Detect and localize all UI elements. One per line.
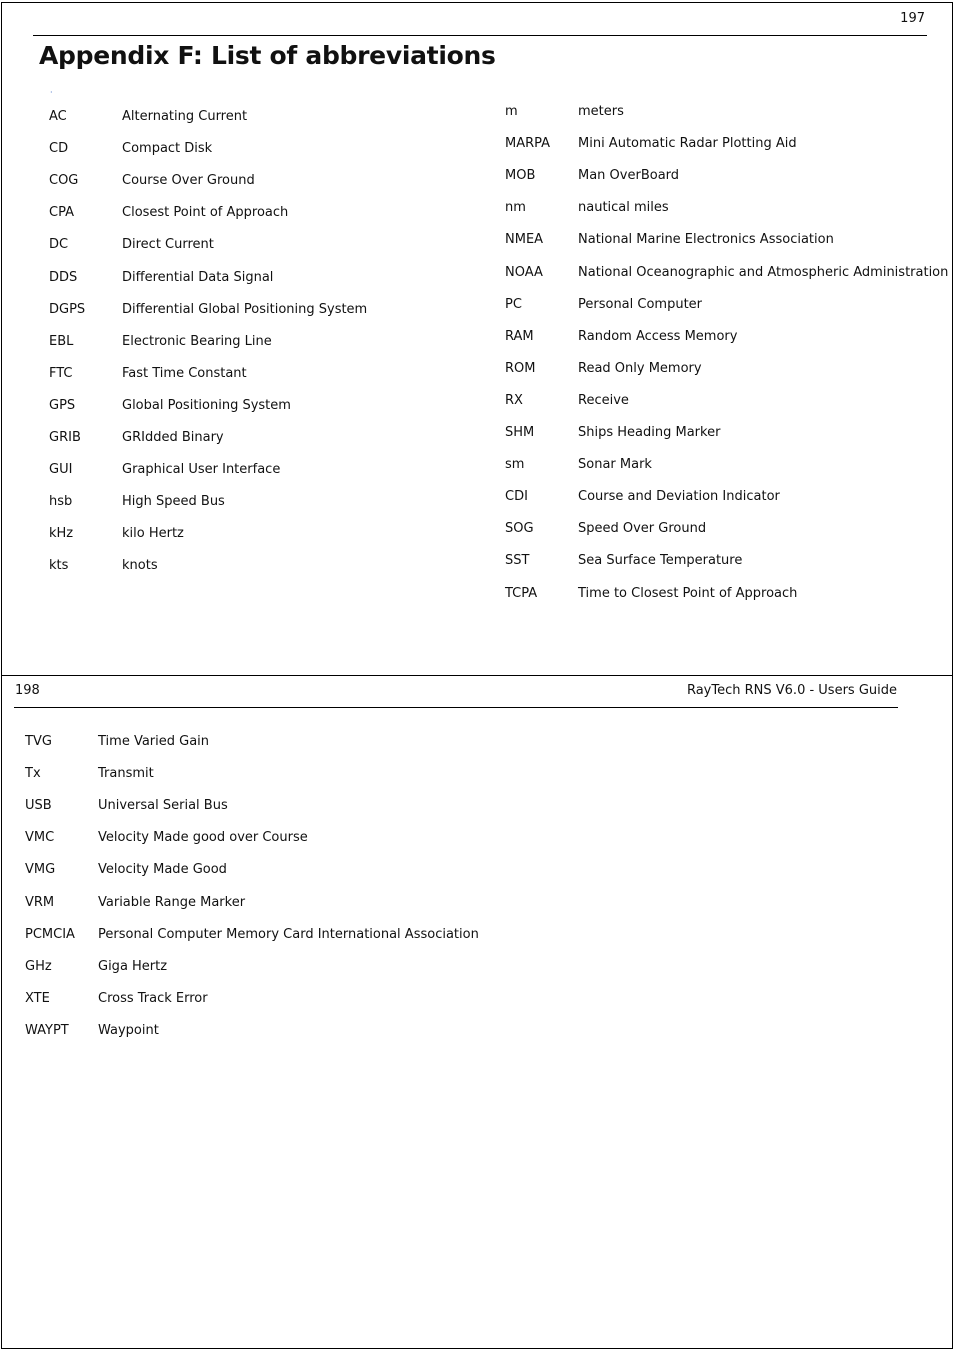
abbreviation-term: NOAA	[505, 264, 543, 280]
abbreviation-term: AC	[49, 109, 67, 124]
header-rule	[33, 35, 927, 36]
abbreviation-definition: Ships Heading Marker	[578, 425, 721, 440]
abbreviation-term: GUI	[49, 462, 73, 478]
abbreviation-definition: Waypoint	[98, 1022, 159, 1038]
abbreviation-definition: Transmit	[98, 766, 154, 782]
abbreviation-term: DC	[49, 237, 69, 253]
abbreviation-term: DDS	[49, 269, 78, 285]
abbreviation-term: ROM	[505, 360, 536, 376]
abbreviation-term: SHM	[505, 425, 535, 440]
page-197	[1, 2, 953, 677]
page-198	[1, 675, 953, 1349]
abbreviation-term: TCPA	[505, 585, 538, 601]
abbreviation-term: FTC	[49, 365, 73, 381]
header-rule	[14, 707, 898, 708]
abbreviation-term: PC	[505, 296, 522, 312]
abbreviation-definition: Differential Data Signal	[122, 269, 274, 285]
abbreviation-term: RAM	[505, 328, 534, 344]
abbreviation-term: VMG	[25, 862, 56, 878]
abbreviation-definition: Receive	[578, 392, 629, 408]
abbreviation-term: CDI	[505, 489, 528, 505]
abbreviation-definition: High Speed Bus	[122, 494, 225, 510]
abbreviation-definition: Sonar Mark	[578, 457, 652, 473]
abbreviation-term: sm	[505, 457, 525, 473]
abbreviation-definition: Graphical User Interface	[122, 462, 281, 478]
abbreviation-definition: Compact Disk	[122, 141, 213, 157]
abbreviation-definition: Closest Point of Approach	[122, 205, 289, 221]
abbreviation-definition: Mini Automatic Radar Plotting Aid	[578, 136, 797, 152]
abbreviation-term: WAYPT	[25, 1022, 69, 1038]
abbreviation-definition: Random Access Memory	[578, 328, 738, 344]
abbreviation-term: nm	[505, 200, 526, 216]
abbreviation-definition: Velocity Made good over Course	[98, 830, 308, 846]
abbreviation-term: CD	[49, 141, 69, 157]
abbreviation-definition: Cross Track Error	[98, 990, 208, 1006]
abbreviation-term: GHz	[25, 958, 52, 974]
page-number: 197	[900, 11, 925, 26]
abbreviation-definition: Differential Global Positioning System	[122, 301, 368, 317]
abbreviation-definition: nautical miles	[578, 200, 669, 216]
abbreviation-definition: Personal Computer	[578, 296, 703, 312]
abbreviation-term: VMC	[25, 830, 55, 846]
abbreviation-term: USB	[25, 798, 52, 814]
abbreviation-term: COG	[49, 173, 79, 189]
abbreviation-definition: Read Only Memory	[578, 360, 702, 376]
abbreviation-definition: Variable Range Marker	[98, 894, 246, 910]
abbreviation-definition: Direct Current	[122, 237, 214, 253]
running-header: RayTech RNS V6.0 - Users Guide	[686, 683, 897, 698]
abbreviation-definition: Fast Time Constant	[122, 365, 247, 381]
abbreviation-definition: knots	[122, 558, 158, 574]
abbreviation-definition: Course Over Ground	[122, 173, 255, 189]
abbreviation-term: GRIB	[49, 430, 81, 445]
abbreviation-term: SST	[505, 553, 530, 569]
abbreviation-term: RX	[505, 392, 523, 408]
abbreviation-term: GPS	[49, 397, 76, 413]
abbreviation-definition: Personal Computer Memory Card International Association	[98, 926, 479, 942]
abbreviation-term: DGPS	[49, 301, 86, 317]
abbreviation-definition: Sea Surface Temperature	[578, 553, 743, 569]
abbreviation-term: MARPA	[505, 136, 551, 152]
abbreviation-definition: National Oceanographic and Atmospheric Administration	[578, 264, 949, 280]
abbreviation-term: Tx	[25, 766, 41, 782]
abbreviation-definition: National Marine Electronics Association	[578, 232, 834, 248]
stray-mark: ·	[50, 88, 53, 97]
abbreviation-term: MOB	[505, 168, 536, 184]
abbreviation-term: XTE	[25, 990, 50, 1006]
abbreviation-definition: Global Positioning System	[122, 397, 291, 413]
abbreviation-definition: Course and Deviation Indicator	[578, 489, 780, 505]
page-title: Appendix F: List of abbreviations	[39, 41, 496, 70]
abbreviation-term: PCMCIA	[25, 926, 75, 942]
abbreviation-term: kHz	[49, 526, 74, 542]
abbreviation-definition: Alternating Current	[122, 109, 248, 124]
abbreviation-definition: meters	[578, 104, 624, 119]
abbreviation-term: VRM	[25, 894, 55, 910]
abbreviation-definition: Man OverBoard	[578, 168, 680, 184]
abbreviation-definition: Electronic Bearing Line	[122, 333, 272, 349]
abbreviation-term: NMEA	[505, 232, 544, 248]
abbreviation-term: EBL	[49, 333, 74, 349]
page-number: 198	[15, 683, 40, 698]
abbreviation-term: SOG	[505, 521, 534, 537]
abbreviation-definition: GRIdded Binary	[122, 430, 224, 445]
abbreviation-definition: Universal Serial Bus	[98, 798, 228, 814]
abbreviation-definition: Time Varied Gain	[98, 734, 210, 749]
abbreviation-term: TVG	[25, 734, 52, 749]
abbreviation-term: CPA	[49, 205, 74, 221]
abbreviation-definition: Time to Closest Point of Approach	[578, 585, 798, 601]
abbreviation-definition: Giga Hertz	[98, 958, 168, 974]
abbreviation-term: m	[505, 104, 518, 119]
abbreviation-definition: kilo Hertz	[122, 526, 184, 542]
abbreviation-term: hsb	[49, 494, 73, 510]
abbreviation-term: kts	[49, 558, 69, 574]
abbreviation-definition: Speed Over Ground	[578, 521, 707, 537]
abbreviation-definition: Velocity Made Good	[98, 862, 227, 878]
